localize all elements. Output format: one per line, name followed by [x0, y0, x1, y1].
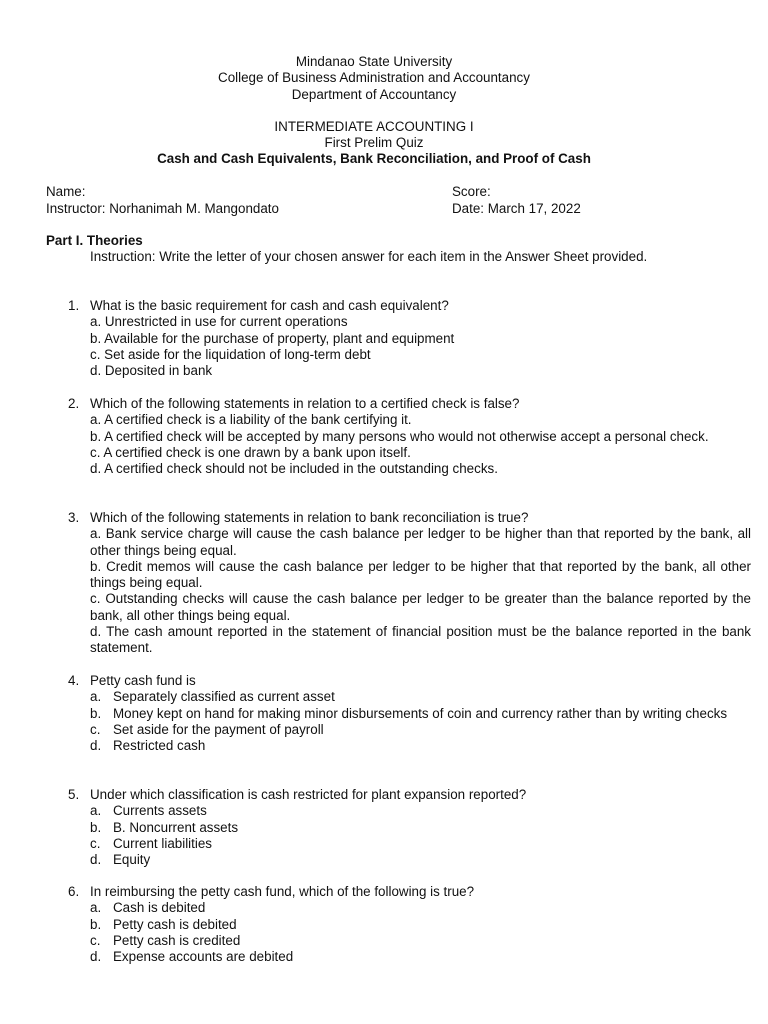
- option-b: [90, 820, 751, 836]
- question-text: Under which classification is cash restricted for plant expansion reported?: [90, 787, 527, 802]
- option-c: [90, 722, 751, 738]
- question-number: 3.: [68, 510, 80, 525]
- option-a: [90, 689, 751, 705]
- option-d: d. Deposited in bank: [90, 363, 213, 379]
- options-list: [90, 689, 751, 754]
- option-text: Set aside for the payment of payroll: [113, 721, 324, 737]
- quiz-title: First Prelim Quiz: [324, 135, 424, 150]
- instructor-label: Instructor: Norhanimah M. Mangondato: [46, 201, 279, 216]
- question-text: Petty cash fund is: [90, 673, 196, 688]
- option-letter: b.: [90, 705, 102, 721]
- question-number: 2.: [68, 396, 80, 411]
- question-number: 6.: [68, 884, 80, 899]
- question-text: Which of the following statements in relation to a certified check is false?: [90, 396, 520, 411]
- option-c: [90, 933, 751, 949]
- option-d: [90, 738, 751, 754]
- option-c: [90, 836, 751, 852]
- option-text: Current liabilities: [113, 835, 212, 851]
- option-a: a. Bank service charge will cause the cash balance per ledger to be higher than that reported by the bank, all other things being equal.: [90, 526, 751, 558]
- question-number: 4.: [68, 673, 80, 688]
- question-text: In reimbursing the petty cash fund, which of the following is true?: [90, 884, 475, 899]
- instruction-text: Instruction: Write the letter of your chosen answer for each item in the Answer Sheet provided.: [90, 249, 648, 264]
- option-b: [90, 917, 751, 933]
- option-letter: d.: [90, 852, 102, 868]
- question-text: Which of the following statements in relation to bank reconciliation is true?: [90, 510, 529, 525]
- question-number: 5.: [68, 787, 80, 802]
- question-text: What is the basic requirement for cash and cash equivalent?: [90, 298, 449, 313]
- option-letter: a.: [90, 900, 102, 916]
- option-b: b. Credit memos will cause the cash balance per ledger to be higher that that reported by the bank, all other things being equal.: [90, 558, 751, 591]
- score-label: Score:: [452, 184, 491, 199]
- quiz-topic: Cash and Cash Equivalents, Bank Reconciliation, and Proof of Cash: [157, 151, 591, 166]
- option-letter: a.: [90, 689, 102, 705]
- option-text: Currents assets: [113, 803, 207, 819]
- option-letter: d.: [90, 738, 102, 754]
- option-d: d. A certified check should not be included in the outstanding checks.: [90, 461, 498, 477]
- option-letter: a.: [90, 803, 102, 819]
- option-b: b. A certified check will be accepted by many persons who would not otherwise accept a personal check.: [90, 428, 709, 444]
- course-title: INTERMEDIATE ACCOUNTING I: [274, 119, 474, 134]
- option-text: Petty cash is credited: [113, 932, 241, 948]
- option-text: Cash is debited: [113, 900, 206, 916]
- option-letter: c.: [90, 721, 101, 737]
- option-c: c. Set aside for the liquidation of long-term debt: [90, 346, 371, 362]
- option-b: [90, 706, 751, 722]
- option-text: B. Noncurrent assets: [113, 819, 239, 835]
- option-text: Restricted cash: [113, 738, 206, 754]
- options-list: [90, 412, 751, 477]
- question-number: 1.: [68, 298, 80, 313]
- option-a: [90, 900, 751, 916]
- option-d: [90, 852, 751, 868]
- option-letter: c.: [90, 835, 101, 851]
- option-d: d. The cash amount reported in the statement of financial position must be the balance reported in the bank statement.: [90, 624, 751, 656]
- option-a: [90, 803, 751, 819]
- options-list: [90, 803, 751, 868]
- name-label: Name:: [46, 184, 86, 199]
- date-label: Date: March 17, 2022: [452, 201, 581, 216]
- option-c: c. A certified check is one drawn by a bank upon itself.: [90, 444, 411, 460]
- options-list: [90, 526, 751, 656]
- option-d: [90, 949, 751, 965]
- options-list: [90, 900, 751, 965]
- option-letter: b.: [90, 916, 102, 932]
- department-name: Department of Accountancy: [291, 87, 457, 102]
- part-title: Part I. Theories: [46, 233, 143, 248]
- option-a: a. A certified check is a liability of the bank certifying it.: [90, 412, 412, 428]
- option-letter: d.: [90, 949, 102, 965]
- option-text: Money kept on hand for making minor disbursements of coin and currency rather than by writing checks: [113, 705, 728, 721]
- college-name: College of Business Administration and Accountancy: [218, 70, 530, 85]
- option-text: Equity: [113, 852, 151, 868]
- option-letter: c.: [90, 932, 101, 948]
- option-text: Separately classified as current asset: [113, 689, 335, 705]
- option-a: a. Unrestricted in use for current operations: [90, 314, 348, 330]
- option-c: c. Outstanding checks will cause the cash balance per ledger to be greater than the balance reported by the bank, all other things being equal.: [90, 591, 751, 623]
- option-b: b. Available for the purchase of property, plant and equipment: [90, 330, 455, 346]
- option-text: Expense accounts are debited: [113, 949, 294, 965]
- option-letter: b.: [90, 819, 102, 835]
- university-name: Mindanao State University: [295, 54, 453, 69]
- option-text: Petty cash is debited: [113, 916, 237, 932]
- options-list: [90, 314, 751, 379]
